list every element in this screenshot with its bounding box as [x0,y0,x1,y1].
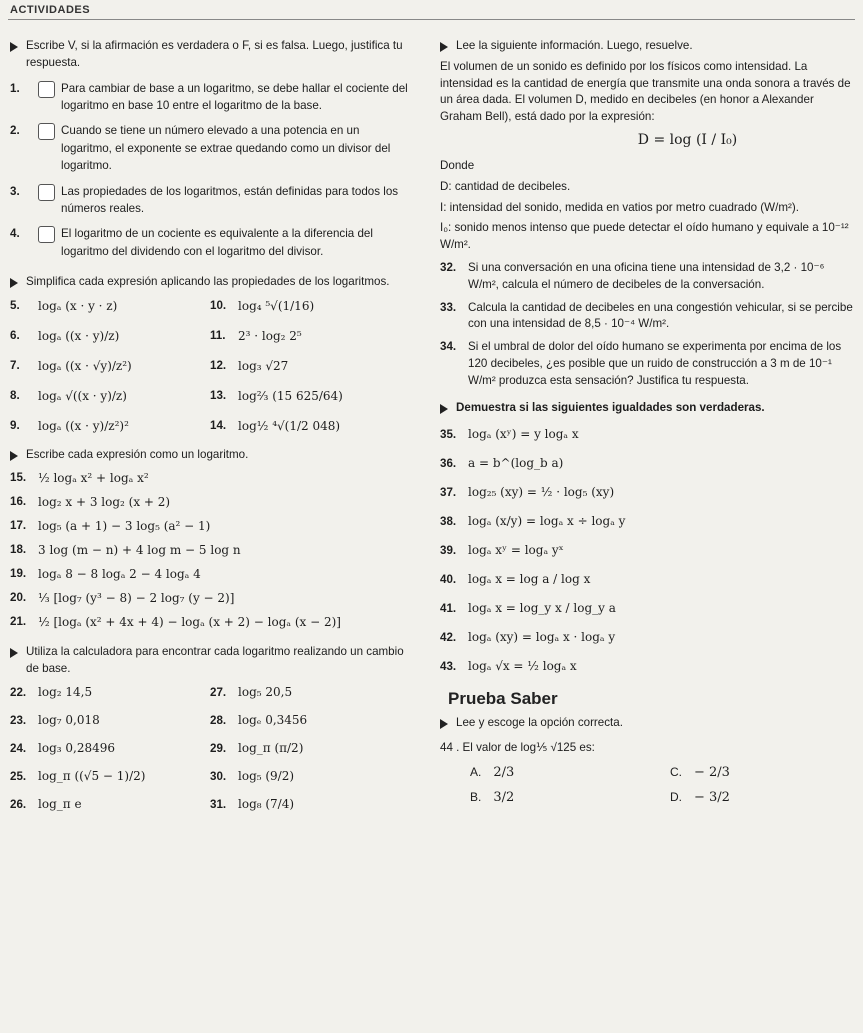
calculator-exercises [10,681,410,815]
exercise-11: 11. 2³ · log₂ 2⁵ [210,328,302,343]
definition-i: I: intensidad del sonido, medida en vatios por metro cuadrado (W/m²). [440,200,799,214]
exercise-10: 10. log₄ ⁵√(1/16) [210,298,315,313]
triangle-bullet-icon [10,648,18,658]
sound-intensity-paragraph: El volumen de un sonido es definido por los físicos como intensidad. La intensidad es la cantidad de energía que transmite una onda sonora a través de un área dada. El volumen D, medido en decibeles (en honor a Alexander Graham Bell), está dado por la expresión: [440,59,851,124]
exercise-25: 25. log_π ((√5 − 1)/2) [10,769,146,784]
instruction-single-log: Escribe cada expresión como un logaritmo. [10,447,410,464]
identity-42: 42. logₐ (xy) = logₐ x · logₐ y [440,630,616,645]
option-b[interactable]: B. 3/2 [470,789,515,805]
tf-item-2: 2. Cuando se tiene un número elevado a una potencia en un logaritmo, el exponente se extrae quedando como un divisor del logaritmo. [10,124,391,173]
instruction-choose: Lee y escoge la opción correcta. [440,715,855,732]
exercise-12: 12. log₃ √27 [210,358,289,373]
exercise-16: 16. log₂ x + 3 log₂ (x + 2) [10,494,171,509]
exercise-5: 5. logₐ (x · y · z) [10,298,118,313]
exercise-23: 23. log₇ 0,018 [10,713,100,728]
definition-d: D: cantidad de decibeles. [440,179,571,193]
exercise-18: 18. 3 log (m − n) + 4 log m − 5 log n [10,542,241,557]
decibel-formula: D = log (I / I₀) [637,131,738,148]
left-column [10,32,410,821]
identity-38: 38. logₐ (x/y) = logₐ x ÷ logₐ y [440,514,626,529]
option-a[interactable]: A. 2/3 [470,764,515,780]
tf-item-3: 3. Las propiedades de los logaritmos, están definidas para todos los números reales. [10,184,399,215]
identity-40: 40. logₐ x = log a / log x [440,572,591,587]
problem-32: 32. Si una conversación en una oficina tiene una intensidad de 3,2 · 10⁻⁶ W/m², calcula el número de decibeles de la conversación. [440,260,825,291]
instruction-calculator: Utiliza la calculadora para encontrar cada logaritmo realizando un cambio de base. [10,644,410,678]
exercise-14: 14. log½ ⁴√(1/2 048) [210,418,341,433]
instruction-true-false: Escribe V, si la afirmación es verdadera o F, si es falsa. Luego, justifica tu respuesta. [10,38,410,72]
exercise-17: 17. log₅ (a + 1) − 3 log₅ (a² − 1) [10,518,211,533]
page-header: ACTIVIDADES [10,4,91,16]
right-column [440,32,855,805]
tf-item-4: 4. El logaritmo de un cociente es equivalente a la diferencia del logaritmo del dividendo con el logaritmo del divisor. [10,227,373,258]
answer-checkbox[interactable] [38,123,55,140]
exercise-26: 26. log_π e [10,797,82,812]
exercise-21: 21. ½ [logₐ (x² + 4x + 4) − logₐ (x + 2) − logₐ (x − 2)] [10,614,341,629]
exercise-29: 29. log_π (π/2) [210,741,304,756]
instruction-demonstrate: Demuestra si las siguientes igualdades son verdaderas. [440,400,855,417]
answer-checkbox[interactable] [38,226,55,243]
exercise-24: 24. log₃ 0,28496 [10,741,115,756]
instruction-read: Lee la siguiente información. Luego, resuelve. [440,38,855,55]
tf-item-1: 1. Para cambiar de base a un logaritmo, se debe hallar el cociente del logaritmo en base 10 entre el logaritmo de la base. [10,81,408,112]
question-44: 44 . El valor de log⅕ √125 es: [440,741,595,755]
prueba-saber-title: Prueba Saber [448,689,558,709]
identity-43: 43. logₐ √x = ½ logₐ x [440,659,577,674]
exercise-27: 27. log₅ 20,5 [210,685,293,700]
identity-41: 41. logₐ x = log_y x / log_y a [440,601,616,616]
exercise-22: 22. log₂ 14,5 [10,685,93,700]
exercise-9: 9. logₐ ((x · y)/z²)² [10,418,129,433]
exercise-8: 8. logₐ √((x · y)/z) [10,388,127,403]
exercise-15: 15. ½ logₐ x² + logₐ x² [10,470,149,485]
identity-36: 36. a = b^(log_b a) [440,456,564,471]
exercise-28: 28. logₑ 0,3456 [210,713,308,728]
option-c[interactable]: C. − 2/3 [670,764,730,780]
exercise-7: 7. logₐ ((x · √y)/z²) [10,358,132,373]
header-divider [8,19,855,20]
triangle-bullet-icon [10,451,18,461]
answer-checkbox[interactable] [38,184,55,201]
identity-37: 37. log₂₅ (xy) = ½ · log₅ (xy) [440,485,615,500]
problem-34: 34. Si el umbral de dolor del oído humano se experimenta por encima de los 120 decibeles, ¿es posible que un ruido de construcción a 3 m de 10⁻¹ W/m² produzca esta sensación? Justifica tu respuesta. [440,340,842,387]
exercise-20: 20. ⅓ [log₇ (y³ − 8) − 2 log₇ (y − 2)] [10,590,235,605]
identity-35: 35. logₐ (xʸ) = y logₐ x [440,427,579,442]
exercise-13: 13. log⅔ (15 625/64) [210,388,343,403]
triangle-bullet-icon [10,42,18,52]
triangle-bullet-icon [440,404,448,414]
identity-39: 39. logₐ xʸ = logₐ yˣ [440,543,564,558]
simplify-exercises [10,295,410,437]
triangle-bullet-icon [10,278,18,288]
exercise-19: 19. logₐ 8 − 8 logₐ 2 − 4 logₐ 4 [10,566,201,581]
identity-exercises [440,423,855,677]
answer-checkbox[interactable] [38,81,55,98]
exercise-6: 6. logₐ ((x · y)/z) [10,328,120,343]
option-d[interactable]: D. − 3/2 [670,789,730,805]
single-log-exercises [10,468,410,632]
problem-33: 33. Calcula la cantidad de decibeles en una congestión vehicular, si se percibe con una intensidad de 8,5 · 10⁻⁴ W/m². [440,300,853,331]
instruction-simplify: Simplifica cada expresión aplicando las propiedades de los logaritmos. [10,274,410,291]
exercise-30: 30. log₅ (9/2) [210,769,295,784]
answer-options [470,765,855,805]
donde-label: Donde [440,158,475,172]
definition-i0: I₀: sonido menos intenso que puede detectar el oído humano y equivale a 10⁻¹² W/m². [440,221,849,252]
exercise-31: 31. log₈ (7/4) [210,797,295,812]
triangle-bullet-icon [440,719,448,729]
triangle-bullet-icon [440,42,448,52]
